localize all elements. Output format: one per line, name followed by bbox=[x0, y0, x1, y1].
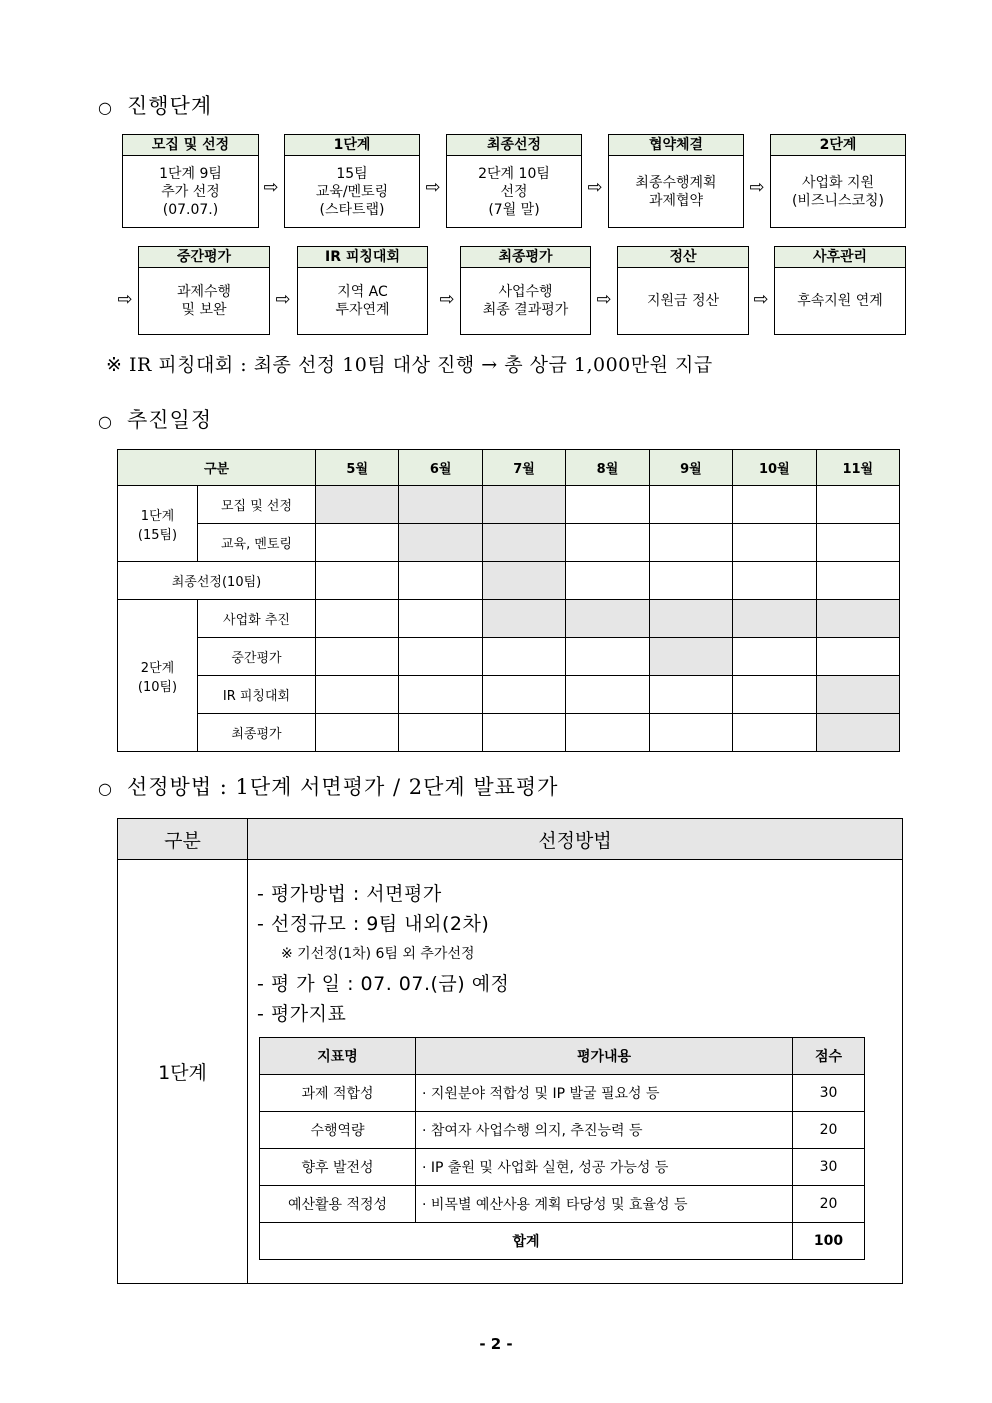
metrics-header-score: 점수 bbox=[793, 1038, 865, 1075]
stage-line: (비즈니스코칭) bbox=[791, 192, 885, 209]
schedule-cell bbox=[399, 600, 482, 638]
schedule-cell-active bbox=[566, 600, 649, 638]
total-label: 합계 bbox=[260, 1223, 793, 1260]
stage-body bbox=[609, 156, 743, 227]
stage-line: 15팀 bbox=[336, 165, 368, 182]
schedule-table bbox=[117, 449, 900, 752]
schedule-header-month: 7월 bbox=[482, 450, 565, 486]
stage-line: 최종수행계획 bbox=[635, 174, 717, 191]
table-row bbox=[118, 638, 900, 676]
stage-body bbox=[298, 268, 427, 334]
list-item: - 평가방법 : 서면평가 bbox=[257, 883, 442, 905]
stage-body bbox=[775, 268, 905, 334]
schedule-cell-active bbox=[399, 486, 482, 524]
schedule-row-label: 최종선정(10팀) bbox=[118, 562, 316, 600]
schedule-header-month: 5월 bbox=[316, 450, 399, 486]
stage-line: 추가 선정 bbox=[161, 183, 220, 200]
stage-box bbox=[446, 134, 582, 228]
total-score: 100 bbox=[793, 1223, 865, 1260]
schedule-cell-active bbox=[482, 486, 565, 524]
schedule-header-month: 9월 bbox=[649, 450, 732, 486]
schedule-cell bbox=[482, 638, 565, 676]
stage-title: 최종선정 bbox=[447, 135, 581, 156]
right-arrow-icon: ⇨ bbox=[587, 177, 603, 198]
table-row bbox=[260, 1112, 865, 1149]
stage-title: 중간평가 bbox=[139, 247, 269, 268]
schedule-cell-active bbox=[816, 676, 899, 714]
right-arrow-icon: ⇨ bbox=[596, 289, 612, 310]
schedule-cell bbox=[816, 524, 899, 562]
schedule-cell bbox=[566, 714, 649, 752]
stage-box bbox=[460, 246, 591, 335]
stage-title: 사후관리 bbox=[775, 247, 905, 268]
schedule-row-label: 최종평가 bbox=[198, 714, 316, 752]
schedule-cell bbox=[649, 676, 732, 714]
schedule-cell-active bbox=[816, 714, 899, 752]
right-arrow-icon: ⇨ bbox=[263, 177, 279, 198]
stage-box bbox=[608, 134, 744, 228]
schedule-cell bbox=[816, 638, 899, 676]
stages-heading bbox=[98, 90, 212, 120]
circle-bullet-icon: ○ bbox=[98, 779, 113, 798]
table-row bbox=[118, 562, 900, 600]
stage-line: 및 보완 bbox=[181, 302, 227, 318]
stage-line: (스타트랩) bbox=[319, 201, 385, 218]
schedule-cell-active bbox=[649, 638, 732, 676]
schedule-cell bbox=[566, 562, 649, 600]
stage-title: 2단계 bbox=[771, 135, 905, 156]
stage-line: (7월 말) bbox=[488, 201, 540, 218]
schedule-cell bbox=[816, 486, 899, 524]
right-arrow-icon: ⇨ bbox=[275, 289, 291, 310]
right-arrow-icon: ⇨ bbox=[425, 177, 441, 198]
table-row bbox=[260, 1186, 865, 1223]
metric-content: · 참여자 사업수행 의지, 추진능력 등 bbox=[416, 1112, 793, 1149]
stage-line: 사업화 지원 bbox=[801, 174, 875, 191]
schedule-cell-active bbox=[316, 486, 399, 524]
stage-box bbox=[617, 246, 749, 335]
stage-line: 교육/멘토링 bbox=[315, 183, 389, 200]
metric-content: · IP 출원 및 사업화 실현, 성공 가능성 등 bbox=[416, 1149, 793, 1186]
schedule-cell bbox=[316, 524, 399, 562]
metric-score: 20 bbox=[793, 1186, 865, 1223]
stage-title: 정산 bbox=[618, 247, 748, 268]
stage-line: (07.07.) bbox=[162, 201, 219, 218]
schedule-cell bbox=[316, 638, 399, 676]
schedule-cell bbox=[566, 486, 649, 524]
selection-table bbox=[117, 818, 903, 1284]
table-row bbox=[260, 1149, 865, 1186]
metrics-table bbox=[259, 1037, 865, 1260]
schedule-cell bbox=[316, 676, 399, 714]
schedule-cell-active bbox=[482, 600, 565, 638]
schedule-header-month: 6월 bbox=[399, 450, 482, 486]
stage-line: 사업수행 bbox=[498, 284, 553, 300]
selection-header-category: 구분 bbox=[118, 819, 248, 860]
table-row bbox=[118, 486, 900, 524]
schedule-cell bbox=[316, 714, 399, 752]
table-row bbox=[118, 676, 900, 714]
metric-score: 30 bbox=[793, 1149, 865, 1186]
table-row bbox=[118, 714, 900, 752]
stage-box bbox=[770, 134, 906, 228]
stage-line: 지원금 정산 bbox=[646, 293, 720, 309]
stage-line: 지역 AC bbox=[337, 284, 388, 300]
metric-score: 20 bbox=[793, 1112, 865, 1149]
stage-title: 모집 및 선정 bbox=[123, 135, 258, 156]
metric-content: · 지원분야 적합성 및 IP 발굴 필요성 등 bbox=[416, 1075, 793, 1112]
stage-box bbox=[774, 246, 906, 335]
stage-body bbox=[123, 156, 258, 227]
stage-box bbox=[138, 246, 270, 335]
schedule-row-label: 사업화 추진 bbox=[198, 600, 316, 638]
metric-score: 30 bbox=[793, 1075, 865, 1112]
schedule-cell bbox=[816, 562, 899, 600]
schedule-cell bbox=[399, 638, 482, 676]
metric-content: · 비목별 예산사용 계획 타당성 및 효율성 등 bbox=[416, 1186, 793, 1223]
stage-flow-row-2 bbox=[0, 246, 992, 346]
stage-body bbox=[139, 268, 269, 334]
schedule-cell-active bbox=[816, 600, 899, 638]
ir-note: ※ IR 피칭대회 : 최종 선정 10팀 대상 진행 → 총 상금 1,000만원 지급 bbox=[106, 354, 713, 376]
stage-line: 2단계 10팀 bbox=[478, 165, 550, 182]
stage-body bbox=[461, 268, 590, 334]
schedule-cell bbox=[733, 486, 816, 524]
schedule-cell bbox=[399, 714, 482, 752]
list-item: - 선정규모 : 9팀 내외(2차) bbox=[257, 913, 490, 935]
schedule-group-label: 2단계 (10팀) bbox=[118, 600, 198, 752]
schedule-cell bbox=[399, 562, 482, 600]
stage-title: 1단계 bbox=[285, 135, 419, 156]
table-row bbox=[118, 600, 900, 638]
schedule-cell bbox=[733, 676, 816, 714]
schedule-cell bbox=[399, 676, 482, 714]
schedule-cell bbox=[649, 714, 732, 752]
selection-method-cell bbox=[248, 860, 903, 1284]
schedule-header-month: 8월 bbox=[566, 450, 649, 486]
selection-category: 1단계 bbox=[118, 860, 248, 1284]
schedule-cell-active bbox=[482, 524, 565, 562]
schedule-cell bbox=[649, 562, 732, 600]
selection-header-method: 선정방법 bbox=[248, 819, 903, 860]
schedule-row-label: 모집 및 선정 bbox=[198, 486, 316, 524]
stage-title: 최종평가 bbox=[461, 247, 590, 268]
schedule-header-month: 10월 bbox=[733, 450, 816, 486]
total-row bbox=[260, 1223, 865, 1260]
schedule-cell bbox=[566, 676, 649, 714]
stage-title: IR 피칭대회 bbox=[298, 247, 427, 268]
schedule-heading bbox=[98, 404, 212, 434]
selection-heading bbox=[98, 771, 558, 801]
schedule-cell bbox=[733, 562, 816, 600]
circle-bullet-icon: ○ bbox=[98, 98, 113, 117]
selection-method-list bbox=[249, 861, 901, 1029]
stage-box bbox=[122, 134, 259, 228]
stage-line: 선정 bbox=[500, 183, 528, 200]
right-arrow-icon: ⇨ bbox=[753, 289, 769, 310]
stage-line: 최종 결과평가 bbox=[482, 302, 569, 318]
schedule-cell-active bbox=[649, 600, 732, 638]
stage-body bbox=[771, 156, 905, 227]
stage-line: 1단계 9팀 bbox=[159, 165, 222, 182]
schedule-row-label: IR 피칭대회 bbox=[198, 676, 316, 714]
right-arrow-icon: ⇨ bbox=[439, 289, 455, 310]
stage-title: 협약체결 bbox=[609, 135, 743, 156]
right-arrow-icon: ⇨ bbox=[749, 177, 765, 198]
stage-line: 과제협약 bbox=[648, 192, 704, 209]
list-item: - 평가지표 bbox=[257, 1003, 347, 1025]
page-number: - 2 - bbox=[479, 1335, 513, 1353]
selection-heading-text: 선정방법 : 1단계 서면평가 / 2단계 발표평가 bbox=[126, 775, 559, 799]
stage-flow-row-1 bbox=[0, 134, 992, 234]
schedule-cell-active bbox=[482, 562, 565, 600]
schedule-cell bbox=[649, 524, 732, 562]
schedule-cell-active bbox=[733, 600, 816, 638]
table-row bbox=[260, 1075, 865, 1112]
schedule-cell bbox=[482, 714, 565, 752]
schedule-header-month: 11월 bbox=[816, 450, 899, 486]
metric-name: 예산활용 적정성 bbox=[260, 1186, 416, 1223]
schedule-cell bbox=[566, 524, 649, 562]
metric-name: 향후 발전성 bbox=[260, 1149, 416, 1186]
metric-name: 수행역량 bbox=[260, 1112, 416, 1149]
stage-box bbox=[297, 246, 428, 335]
metrics-header-name: 지표명 bbox=[260, 1038, 416, 1075]
schedule-cell bbox=[733, 714, 816, 752]
schedule-cell bbox=[649, 486, 732, 524]
stage-line: 과제수행 bbox=[176, 284, 232, 300]
schedule-group-label: 1단계 (15팀) bbox=[118, 486, 198, 562]
schedule-row-label: 중간평가 bbox=[198, 638, 316, 676]
stage-box bbox=[284, 134, 420, 228]
schedule-heading-text: 추진일정 bbox=[126, 408, 213, 432]
stage-body bbox=[618, 268, 748, 334]
stage-line: 투자연계 bbox=[335, 302, 390, 318]
list-item: - 평 가 일 : 07. 07.(금) 예정 bbox=[257, 973, 510, 995]
schedule-row-label: 교육, 멘토링 bbox=[198, 524, 316, 562]
schedule-cell bbox=[482, 676, 565, 714]
table-row bbox=[118, 524, 900, 562]
right-arrow-icon: ⇨ bbox=[117, 289, 133, 310]
circle-bullet-icon: ○ bbox=[98, 412, 113, 431]
stage-line: 후속지원 연계 bbox=[797, 293, 883, 309]
metrics-header-content: 평가내용 bbox=[416, 1038, 793, 1075]
metric-name: 과제 적합성 bbox=[260, 1075, 416, 1112]
schedule-cell bbox=[316, 600, 399, 638]
stage-body bbox=[285, 156, 419, 227]
schedule-cell-active bbox=[399, 524, 482, 562]
schedule-header-category: 구분 bbox=[118, 450, 316, 486]
schedule-cell bbox=[733, 638, 816, 676]
schedule-cell bbox=[566, 638, 649, 676]
stages-heading-text: 진행단계 bbox=[126, 94, 213, 118]
stage-body bbox=[447, 156, 581, 227]
sub-note: ※ 기선정(1차) 6팀 외 추가선정 bbox=[281, 946, 475, 962]
schedule-cell bbox=[733, 524, 816, 562]
schedule-cell bbox=[316, 562, 399, 600]
